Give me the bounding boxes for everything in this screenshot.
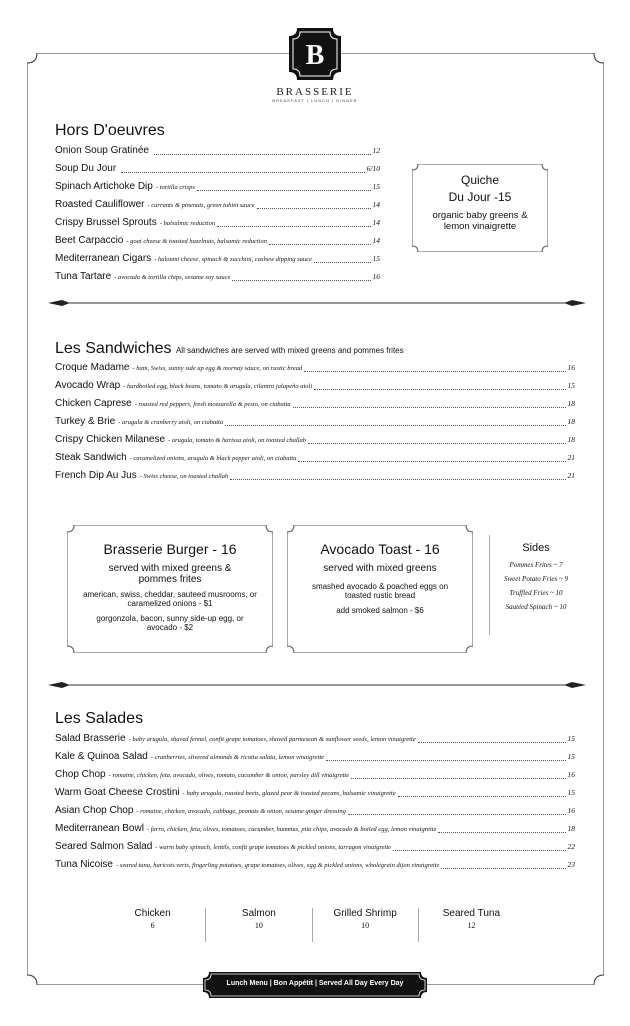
- burger-box: [67, 525, 273, 653]
- sandwiches-note: All sandwiches are served with mixed greens and pommes frites: [175, 346, 404, 355]
- menu-item-name: Roasted Cauliflower: [55, 199, 145, 210]
- burger-option-1: american, swiss, cheddar, sauteed musrooms, or caramelized onions - $1: [83, 590, 257, 608]
- menu-item-description: - roasted red peppers, fresh mozzarella & pesto, on ciabatta: [134, 401, 291, 408]
- menu-item: [55, 271, 380, 285]
- brand-name: BRASSERIE: [276, 86, 354, 98]
- menu-item-name: French Dip Au Jus: [55, 470, 137, 481]
- menu-item-price: 21: [567, 453, 575, 462]
- menu-item-price: 18: [567, 417, 575, 426]
- dot-leader: [308, 443, 566, 444]
- menu-item-description: - romaine, chicken, avocado, cabbage, peanuts & onion, sesame ginger dressing: [136, 808, 346, 815]
- menu-item: [55, 217, 380, 231]
- avocado-desc: smashed avocado & poached eggs on toasted rustic bread: [311, 582, 449, 600]
- dot-leader: [197, 190, 371, 191]
- menu-item-description: - hardboiled egg, black beans, tomato & arugula, cilantro jalapeño aioli: [123, 383, 313, 390]
- menu-item-price: 6/10: [366, 164, 380, 173]
- logo-letter: B: [305, 40, 325, 71]
- dot-leader: [230, 479, 565, 480]
- sides-panel: [492, 542, 580, 614]
- menu-item-name: Steak Sandwich: [55, 452, 127, 463]
- menu-item-price: 22: [567, 842, 575, 851]
- protein-addon: [313, 908, 419, 942]
- menu-item-name: Crispy Brussel Sprouts: [55, 217, 157, 228]
- menu-item: [55, 434, 575, 448]
- menu-item: [55, 769, 575, 783]
- brand-logo: [289, 28, 341, 80]
- protein-addon: [100, 908, 206, 942]
- menu-item-price: 16: [567, 806, 575, 815]
- menu-item-price: 16: [372, 272, 380, 281]
- brand-tagline: BREAKFAST | LUNCH | DINNER: [272, 98, 358, 103]
- menu-item-description: - currants & pinenuts, green tahini sauce: [147, 202, 255, 209]
- menu-item-description: - seared tuna, haricots verts, fingerling potatoes, grape tomatoes, olives, egg & pickled onions, wholegrain dijon vinaigrette: [116, 862, 440, 869]
- menu-item-price: 15: [567, 381, 575, 390]
- dot-leader: [438, 832, 565, 833]
- section-title-sandwiches: [55, 340, 404, 358]
- menu-item-name: Tuna Tartare: [55, 271, 112, 282]
- menu-item-price: 15: [372, 254, 380, 263]
- menu-item: [55, 416, 575, 430]
- dot-leader: [351, 778, 565, 779]
- menu-item: [55, 145, 380, 159]
- menu-item-name: Warm Goat Cheese Crostini: [55, 787, 180, 798]
- side-item: Sweet Potato Fries ~ 9: [503, 575, 569, 583]
- menu-item: [55, 235, 380, 249]
- menu-item: [55, 470, 575, 484]
- avocado-addon: add smoked salmon - $6: [336, 606, 424, 615]
- menu-item-description: - baby arugula, shaved fennel, confit grape tomatoes, shaved parmesean & sunflower seeds, lemon vinaigrette: [128, 736, 416, 743]
- sandwiches-title: Les Sandwiches: [55, 340, 172, 357]
- burger-served: served with mixed greens & pommes frites: [108, 563, 232, 585]
- quiche-title: Quiche: [460, 173, 500, 187]
- menu-item-name: Croque Madame: [55, 362, 130, 373]
- menu-item-description: - balsalmic reduction: [159, 220, 216, 227]
- sides-separator: [489, 535, 490, 635]
- protein-name: Grilled Shrimp: [333, 908, 397, 919]
- menu-item-description: - arugula, tomato & harissa aioli, on toasted challah: [168, 437, 306, 444]
- protein-addons: [100, 908, 524, 942]
- menu-item-name: Tuna Nicoise: [55, 859, 113, 870]
- section-title-hors: Hors D'oeuvres: [55, 122, 165, 139]
- divider-2: [48, 680, 586, 690]
- side-item: Sautéed Spinach ~ 10: [505, 603, 567, 611]
- menu-item-price: 15: [567, 752, 575, 761]
- menu-item-price: 14: [372, 200, 380, 209]
- burger-option-2: gorgonzola, bacon, sunny side-up egg, or avocado - $2: [96, 614, 244, 632]
- menu-item-description: - arugula & cranberry aioli, on ciabatta: [118, 419, 224, 426]
- dot-leader: [348, 814, 566, 815]
- dot-leader: [441, 868, 565, 869]
- dot-leader: [314, 389, 565, 390]
- menu-item-price: 23: [567, 860, 575, 869]
- menu-item: [55, 841, 575, 855]
- menu-item: [55, 181, 380, 195]
- dot-leader: [154, 154, 371, 155]
- section-title-salades: Les Salades: [55, 710, 144, 727]
- menu-item: [55, 733, 575, 747]
- menu-item-description: - goat cheese & toasted hazelnuts, balsamic reduction: [126, 238, 267, 245]
- menu-item-price: 16: [567, 363, 575, 372]
- menu-item: [55, 398, 575, 412]
- dot-leader: [418, 742, 566, 743]
- sides-title: Sides: [522, 542, 550, 554]
- dot-leader: [314, 262, 371, 263]
- avocado-toast-box: [287, 525, 473, 653]
- menu-item-description: - farro, chicken, feta, olives, tomatoes, cucumber, hummus, pita chips, avocado & boiled egg, lemon vinaigrette: [146, 826, 437, 833]
- menu-item: [55, 253, 380, 267]
- protein-price: 10: [254, 921, 263, 930]
- menu-item-name: Seared Salmon Salad: [55, 841, 153, 852]
- menu-item-price: 15: [372, 182, 380, 191]
- menu-item-name: Spinach Artichoke Dip: [55, 181, 153, 192]
- side-item: Truffled Fries ~ 10: [509, 589, 563, 597]
- menu-item-description: - haloumi cheese, spinach & zucchini, cashew dipping sauce: [154, 256, 312, 263]
- menu-item-description: - caramelized onions, arugula & black pepper aioli, on ciabatta: [129, 455, 297, 462]
- menu-item-name: Onion Soup Gratinée: [55, 145, 149, 156]
- protein-name: Chicken: [134, 908, 171, 919]
- menu-item: [55, 362, 575, 376]
- quiche-desc: organic baby greens & lemon vinaigrette: [432, 210, 528, 232]
- menu-item: [55, 787, 575, 801]
- menu-item-name: Crispy Chicken Milanese: [55, 434, 166, 445]
- menu-item-name: Mediterranean Cigars: [55, 253, 152, 264]
- menu-item: [55, 823, 575, 837]
- menu-item: [55, 199, 380, 213]
- footer-ribbon: [203, 972, 427, 998]
- menu-item: [55, 859, 575, 873]
- burger-title: Brasserie Burger - 16: [103, 541, 237, 557]
- dot-leader: [304, 371, 565, 372]
- menu-item-name: Avocado Wrap: [55, 380, 121, 391]
- menu-item-name: Chop Chop: [55, 769, 106, 780]
- dot-leader: [232, 280, 370, 281]
- menu-item-name: Kale & Quinoa Salad: [55, 751, 148, 762]
- menu-item-name: Asian Chop Chop: [55, 805, 134, 816]
- dot-leader: [225, 425, 565, 426]
- menu-item: [55, 380, 575, 394]
- menu-item-price: 18: [567, 824, 575, 833]
- footer-text: Lunch Menu | Bon Appétit | Served All Day Every Day: [226, 980, 404, 987]
- dot-leader: [298, 461, 565, 462]
- menu-item-price: 12: [372, 146, 380, 155]
- menu-item-name: Beet Carpaccio: [55, 235, 124, 246]
- dot-leader: [393, 850, 565, 851]
- menu-item-name: Turkey & Brie: [55, 416, 116, 427]
- menu-item-description: - warm baby spinach, lentils, confit grape tomatoes & pickled onions, tarragon vinaigrette: [155, 844, 392, 851]
- protein-price: 6: [150, 921, 155, 930]
- avocado-served: served with mixed greens: [323, 563, 437, 574]
- menu-item-description: - cranberries, slivered almonds & ricotta salata, lemon vinaigrette: [150, 754, 325, 761]
- dot-leader: [398, 796, 566, 797]
- protein-price: 10: [361, 921, 370, 930]
- protein-addon: [206, 908, 312, 942]
- menu-item-name: Soup Du Jour: [55, 163, 117, 174]
- menu-item-price: 18: [567, 399, 575, 408]
- dot-leader: [293, 407, 566, 408]
- menu-item: [55, 805, 575, 819]
- side-item: Pommes Frites ~ 7: [509, 561, 563, 569]
- menu-item: [55, 452, 575, 466]
- dot-leader: [217, 226, 370, 227]
- menu-item-description: - baby arugula, roasted beets, glazed pear & toasted pecans, balsamic vinaigrette: [182, 790, 396, 797]
- menu-item-name: Salad Brasserie: [55, 733, 126, 744]
- menu-item-name: Chicken Caprese: [55, 398, 132, 409]
- menu-item-description: - ham, Swiss, sunny side up egg & mornay sauce, on rustic bread: [132, 365, 303, 372]
- menu-item-name: Mediterranean Bowl: [55, 823, 144, 834]
- divider-1: [48, 298, 586, 308]
- avocado-title: Avocado Toast - 16: [320, 541, 440, 557]
- menu-item-price: 18: [567, 435, 575, 444]
- menu-item-price: 15: [567, 734, 575, 743]
- dot-leader: [121, 172, 365, 173]
- dot-leader: [269, 244, 371, 245]
- menu-item-price: 15: [567, 788, 575, 797]
- menu-item-description: - avocado & tortilla chips, sesame soy sauce: [114, 274, 231, 281]
- protein-name: Seared Tuna: [442, 908, 500, 919]
- menu-item-price: 14: [372, 236, 380, 245]
- menu-item-description: - romaine, chicken, feta, avocado, olives, tomato, cucumber & onion, parsley dill vinaigrette: [108, 772, 350, 779]
- sides-list: [492, 558, 580, 614]
- menu-item-price: 21: [567, 471, 575, 480]
- menu-item-price: 16: [567, 770, 575, 779]
- protein-price: 12: [467, 921, 476, 930]
- menu-item-description: - tortilla crisps: [155, 184, 195, 191]
- menu-item-description: - Swiss cheese, on toasted challah: [139, 473, 229, 480]
- menu-item: [55, 751, 575, 765]
- quiche-price: Du Jour -15: [448, 190, 512, 204]
- menu-item-price: 14: [372, 218, 380, 227]
- dot-leader: [326, 760, 565, 761]
- protein-addon: [419, 908, 524, 942]
- menu-item: [55, 163, 380, 177]
- dot-leader: [257, 208, 371, 209]
- quiche-box: [412, 164, 548, 252]
- protein-name: Salmon: [241, 908, 276, 919]
